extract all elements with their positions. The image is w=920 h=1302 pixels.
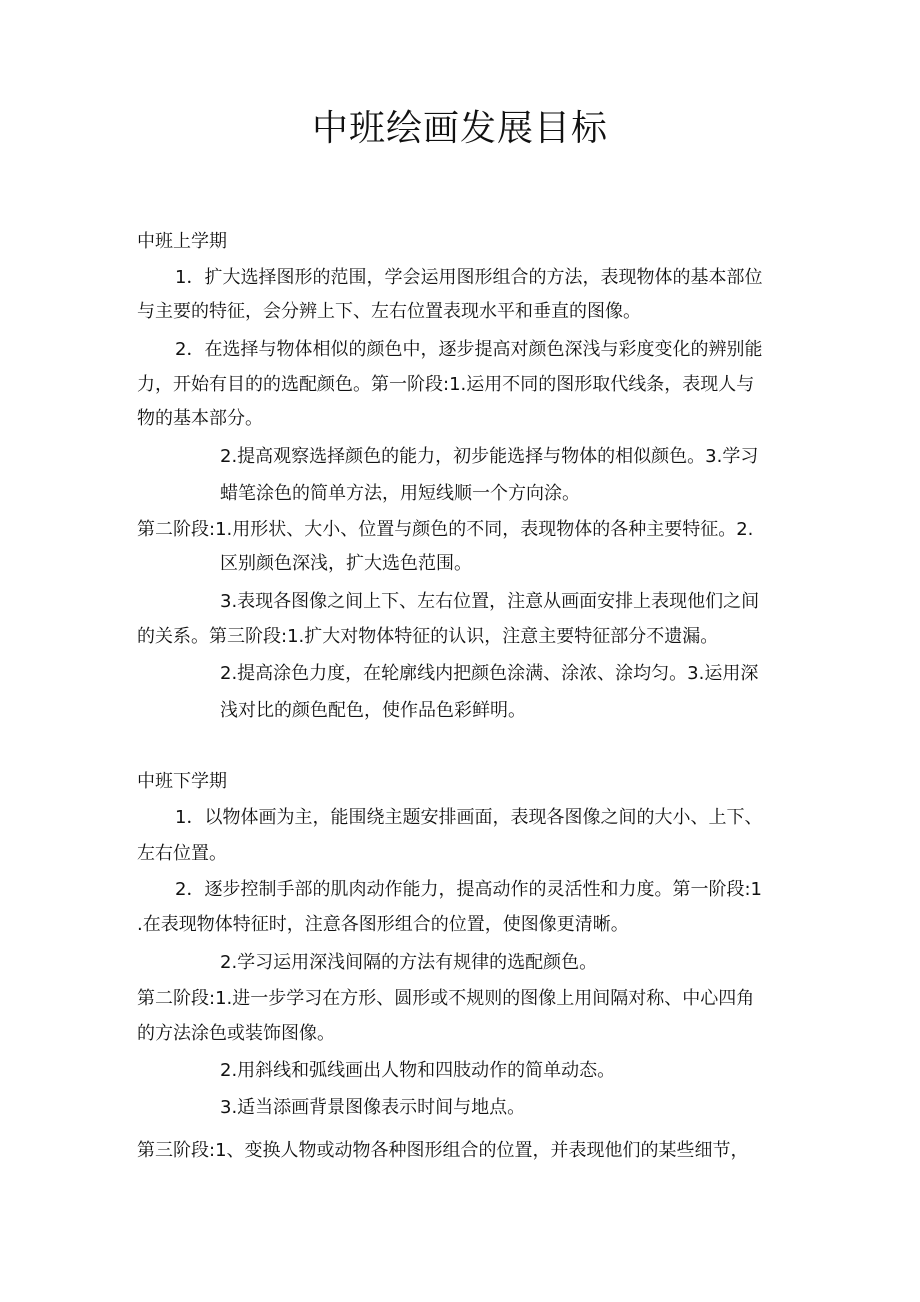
- paragraph-line: 蜡笔涂色的简单方法，用短线顺一个方向涂。: [220, 483, 580, 504]
- paragraph-line: 2.提高涂色力度，在轮廓线内把颜色涂满、涂浓、涂均匀。3.运用深: [220, 663, 759, 684]
- paragraph-line: 与主要的特征，会分辨上下、左右位置表现水平和垂直的图像。: [137, 301, 641, 322]
- paragraph-line: 第二阶段:1.进一步学习在方形、圆形或不规则的图像上用间隔对称、中心四角: [137, 988, 755, 1009]
- document-title: 中班绘画发展目标: [311, 108, 608, 149]
- paragraph-line: 3.表现各图像之间上下、左右位置，注意从画面安排上表现他们之间: [220, 591, 760, 612]
- paragraph-line: 的关系。第三阶段:1.扩大对物体特征的认识，注意主要特征部分不遗漏。: [137, 626, 719, 647]
- paragraph-line: 第二阶段:1.用形状、大小、位置与颜色的不同，表现物体的各种主要特征。2.: [137, 519, 754, 540]
- paragraph-line: 浅对比的颜色配色，使作品色彩鲜明。: [220, 700, 526, 721]
- paragraph-line: 2．逐步控制手部的肌肉动作能力，提高动作的灵活性和力度。第一阶段:1: [175, 879, 762, 900]
- paragraph-line: .在表现物体特征时，注意各图形组合的位置，使图像更清晰。: [137, 914, 629, 935]
- paragraph-line: 的方法涂色或装饰图像。: [137, 1023, 335, 1044]
- paragraph-line: 物的基本部分。: [137, 408, 263, 429]
- paragraph-line: 区别颜色深浅，扩大选色范围。: [220, 553, 472, 574]
- paragraph-line: 2.用斜线和弧线画出人物和四肢动作的简单动态。: [220, 1060, 616, 1081]
- paragraph-line: 第三阶段:1、变换人物或动物各种图形组合的位置，并表现他们的某些细节，: [137, 1140, 749, 1161]
- section-heading-upper: 中班上学期: [137, 231, 227, 252]
- section-heading-lower: 中班下学期: [137, 771, 227, 792]
- paragraph-line: 力，开始有目的的选配颜色。第一阶段:1.运用不同的图形取代线条，表现人与: [137, 374, 755, 395]
- paragraph-line: 2．在选择与物体相似的颜色中，逐步提高对颜色深浅与彩度变化的辨别能: [175, 339, 763, 360]
- paragraph-line: 左右位置。: [137, 843, 227, 864]
- paragraph-line: 2.学习运用深浅间隔的方法有规律的选配颜色。: [220, 952, 598, 973]
- paragraph-line: 1．以物体画为主，能围绕主题安排画面，表现各图像之间的大小、上下、: [175, 807, 763, 828]
- paragraph-line: 1．扩大选择图形的范围，学会运用图形组合的方法，表现物体的基本部位: [175, 267, 763, 288]
- paragraph-line: 3.适当添画背景图像表示时间与地点。: [220, 1097, 526, 1118]
- paragraph-line: 2.提高观察选择颜色的能力，初步能选择与物体的相似颜色。3.学习: [220, 446, 759, 467]
